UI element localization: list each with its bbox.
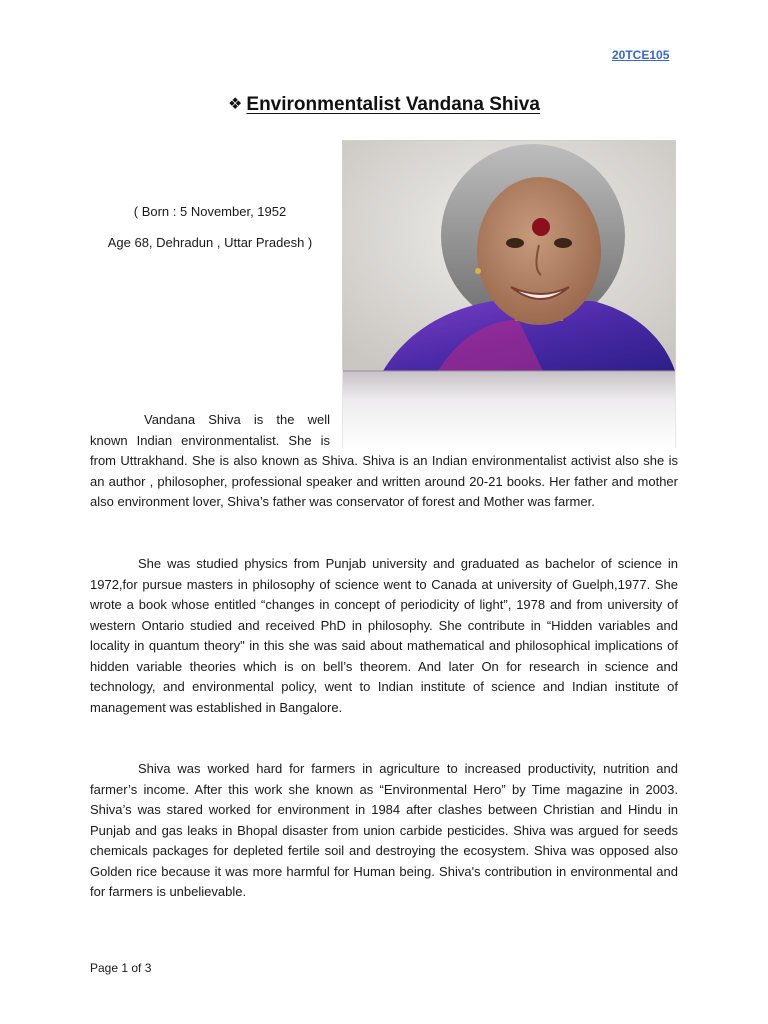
intro-text-wrapped: [90, 410, 330, 451]
intro-text-part-a: Vandana Shiva is the well known Indian environmentalist. She is: [90, 412, 330, 448]
document-id-link[interactable]: 20TCE105: [612, 48, 670, 62]
page-number: Page 1 of 3: [90, 961, 152, 975]
farmers-paragraph-text: Shiva was worked hard for farmers in agriculture to increased productivity, nutrition and farmer’s income. After this work she known as “Environmental Hero” by Time magazine in 2003. Shiva’s was stared worked for environment in 1984 after clashes between Christian and Hindu in Punjab and gas leaks in Bhopal disaster from union carbide pesticides. Shiva was argued for seeds chemicals packages for depleted fertile soil and destroying the ecosystem. Shiva was opposed also Golden rice because it was more harmful for Human being. Shiva's contribution in environmental and for farmers is unbelievable.: [90, 761, 678, 899]
intro-text-part-b: from Uttrakhand. She is also known as Shiva. Shiva is an Indian environmentalist activist also she is an author , philosopher, professional speaker and written around 20-21 books. Her father and mother also environment lover, Shiva’s father was conservator of forest and Mother was farmer.: [90, 453, 678, 509]
birth-place-line: Age 68, Dehradun , Uttar Pradesh ): [107, 235, 313, 250]
birth-date-line: ( Born : 5 November, 1952: [133, 204, 287, 219]
portrait-reflection: [342, 370, 676, 448]
farmers-paragraph: [90, 759, 678, 903]
education-paragraph: [90, 554, 678, 718]
portrait-photo: [342, 140, 676, 372]
portrait-illustration: [343, 141, 675, 371]
page-title: [0, 94, 768, 116]
title-text: Environmentalist Vandana Shiva: [246, 94, 540, 115]
diamond-bullet-icon: ❖: [228, 96, 243, 113]
education-paragraph-text: She was studied physics from Punjab university and graduated as bachelor of science in 1972,for pursue masters in philosophy of science went to Canada at university of Guelph,1977. She wrote a book whose entitled “changes in concept of periodicity of light”, 1978 and from university of western Ontario studied and received PhD in philosophy. She contribute in “Hidden variables and locality in quantum theory" in this she was said about mathematical and philosophical implications of hidden variable theories which is on bell’s theorem. And later On for research in science and technology, and environmental policy, went to Indian institute of science and Indian institute of management was established in Bangalore.: [90, 556, 678, 715]
birth-info: [90, 196, 330, 258]
